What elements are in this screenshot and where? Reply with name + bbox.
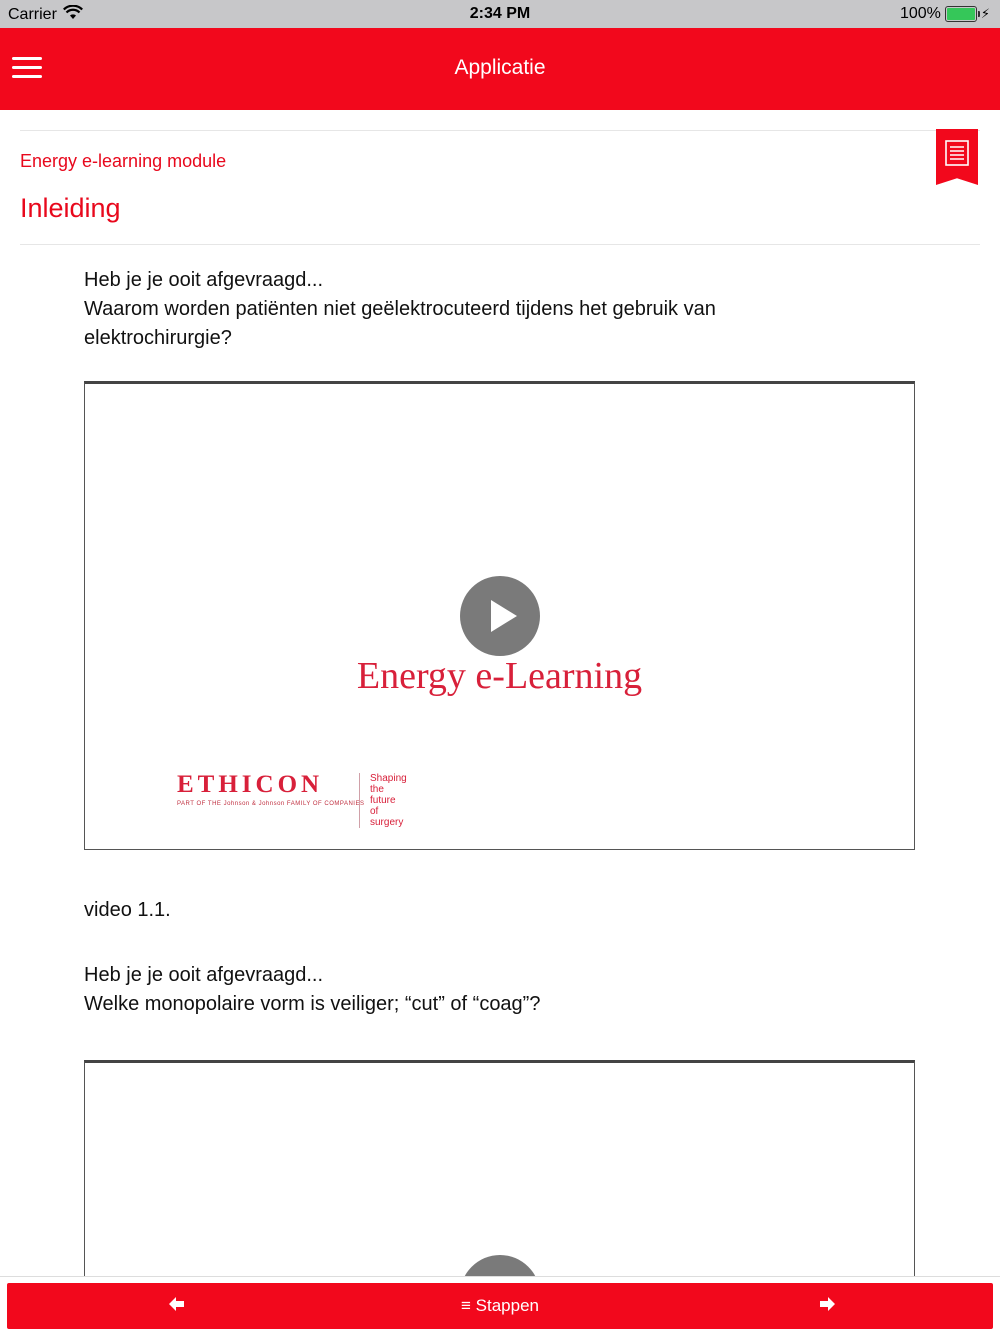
battery-percent: 100% — [899, 5, 941, 22]
q2-line-1: Heb je je ooit afgevraagd... — [84, 964, 324, 986]
main-content[interactable] — [0, 110, 1000, 1276]
play-icon[interactable] — [460, 1255, 540, 1276]
video-caption: video 1.1. — [84, 899, 171, 921]
ethicon-brand: ETHICON — [177, 771, 324, 798]
ethicon-subline: PART OF THE Johnson & Johnson FAMILY OF COMPANIES — [177, 801, 365, 807]
tagline-line-1: Shaping — [370, 773, 407, 784]
tagline-line-2: the future — [370, 784, 396, 806]
status-bar — [0, 0, 1000, 28]
steps-button[interactable]: ≡ Stappen — [461, 1296, 539, 1315]
section-title: Inleiding — [20, 193, 121, 223]
footer-toolbar — [0, 1276, 1000, 1334]
carrier-label: Carrier — [8, 6, 57, 23]
q2-line-2: Welke monopolaire vorm is veiliger; “cut” of “coag”? — [84, 993, 541, 1015]
clock: 2:34 PM — [469, 5, 531, 22]
nav-title: Applicatie — [454, 56, 546, 79]
charging-icon: ⚡ — [980, 6, 990, 21]
battery-status — [900, 5, 990, 23]
video-title: Energy e-Learning — [356, 655, 643, 697]
module-title: Energy e-learning module — [20, 151, 227, 171]
intro-question — [84, 266, 784, 353]
video-player-1[interactable] — [84, 381, 915, 850]
battery-icon — [945, 6, 977, 22]
lesson-header — [20, 130, 980, 245]
notes-icon — [945, 140, 969, 166]
ethicon-logo — [177, 771, 407, 828]
intro-line-1: Heb je je ooit afgevraagd... — [84, 269, 324, 291]
tagline-line-3: of surgery — [370, 806, 404, 828]
nav-bar — [0, 28, 1000, 110]
second-question — [84, 961, 784, 1019]
step-navigation-bar — [7, 1283, 993, 1329]
bookmark-notes-button[interactable] — [936, 129, 978, 185]
intro-line-2: Waarom worden patiënten niet geëlektrocuteerd tijdens het gebruik van elektrochirurgie? — [84, 298, 716, 349]
video-player-2[interactable] — [84, 1060, 915, 1276]
play-icon[interactable] — [460, 576, 540, 656]
arrow-right-icon[interactable] — [807, 1295, 847, 1316]
ethicon-tagline — [359, 773, 407, 828]
